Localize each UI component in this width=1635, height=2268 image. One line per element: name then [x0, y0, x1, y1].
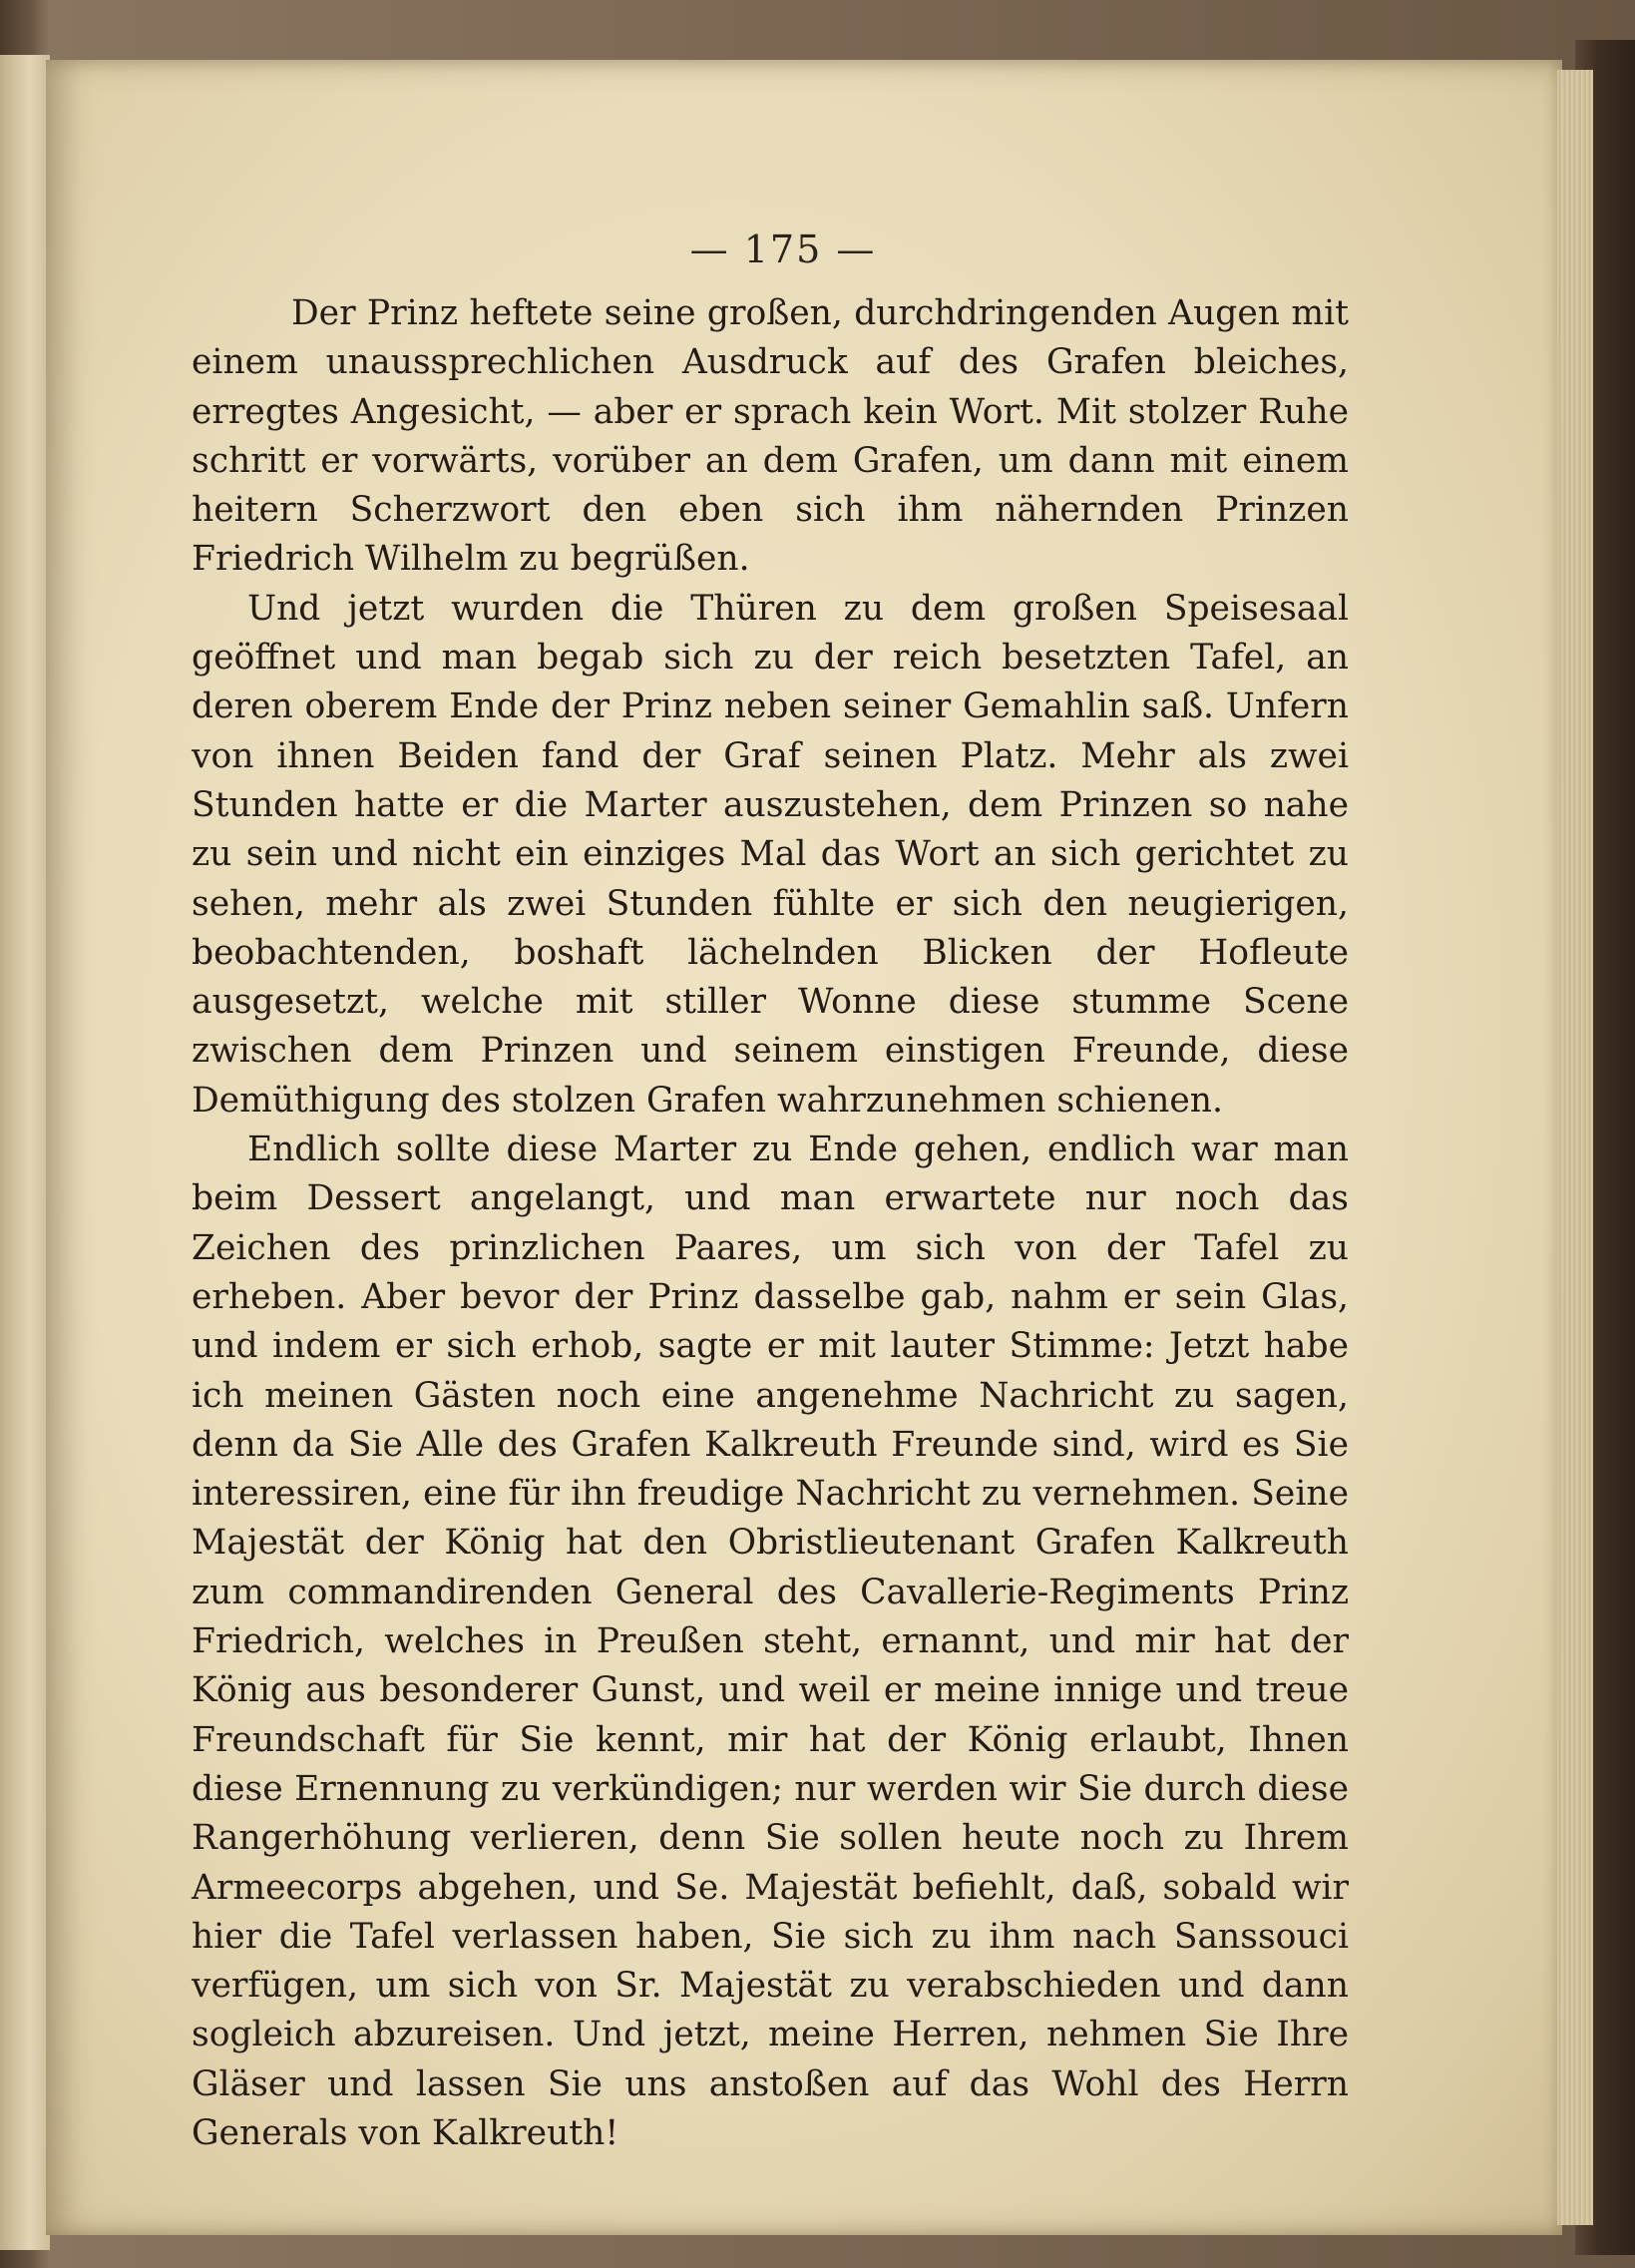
page-number: — 175 —	[689, 227, 877, 271]
page-stack-edge	[1557, 70, 1593, 2225]
paragraph: Endlich sollte diese Marter zu Ende gehen, endlich war man beim Dessert angelangt, und man erwartete nur noch das Zeichen des prinzlichen Paares, um sich von der Tafel zu erheben. Aber bevor der Prinz dasselbe gab, nahm er sein Glas, und indem er sich erhob, sagte er mit lauter Stimme: Jetzt habe ich meinen Gästen noch eine angenehme Nachricht zu sagen, denn da Sie Alle des Grafen Kalkreuth Freunde sind, wird es Sie interessiren, eine für ihn freudige Nachricht zu vernehmen. Seine Majestät der König hat den Obristlieutenant Grafen Kalkreuth zum commandirenden General des Cavallerie-Regiments Prinz Friedrich, welches in Preußen steht, ernannt, und mir hat der König aus besonderer Gunst, und weil er meine innige und treue Freundschaft für Sie kennt, mir hat der König erlaubt, Ihnen diese Ernennung zu verkündigen; nur werden wir Sie durch diese Rangerhöhung verlieren, denn Sie sollen heute noch zu Ihrem Armeecorps abgehen, und Se. Majestät befiehlt, daß, sobald wir hier die Tafel verlassen haben, Sie sich zu ihm nach Sanssouci verfügen, um sich von Sr. Majestät zu verabschieden und dann sogleich abzureisen. Und jetzt, meine Herren, nehmen Sie Ihre Gläser und lassen Sie uns anstoßen auf das Wohl des Herrn Generals von Kalkreuth!	[192, 1130, 1349, 2153]
page-body-text	[192, 289, 1349, 2158]
paragraph: Der Prinz heftete seine großen, durchdringenden Augen mit einem unaussprechlichen Ausdruck auf des Grafen bleiches, erregtes Angesicht, — aber er sprach kein Wort. Mit stolzer Ruhe schritt er vorwärts, vorüber an dem Grafen, um dann mit einem heitern Scherzwort den eben sich ihm nähernden Prinzen Friedrich Wilhelm zu begrüßen.	[192, 293, 1349, 580]
paragraph: Und jetzt wurden die Thüren zu dem großen Speisesaal geöffnet und man begab sich zu der reich besetzten Tafel, an deren oberem Ende der Prinz neben seiner Gemahlin saß. Unfern von ihnen Beiden fand der Graf seinen Platz. Mehr als zwei Stunden hatte er die Marter auszustehen, dem Prinzen so nahe zu sein und nicht ein einziges Mal das Wort an sich gerichtet zu sehen, mehr als zwei Stunden fühlte er sich den neugierigen, beobachtenden, boshaft lächelnden Blicken der Hofleute ausgesetzt, welche mit stiller Wonne diese stumme Scene zwischen dem Prinzen und seinem einstigen Freunde, diese Demüthigung des stolzen Grafen wahrzunehmen schienen.	[192, 588, 1349, 1121]
previous-page-edge	[0, 55, 50, 2250]
